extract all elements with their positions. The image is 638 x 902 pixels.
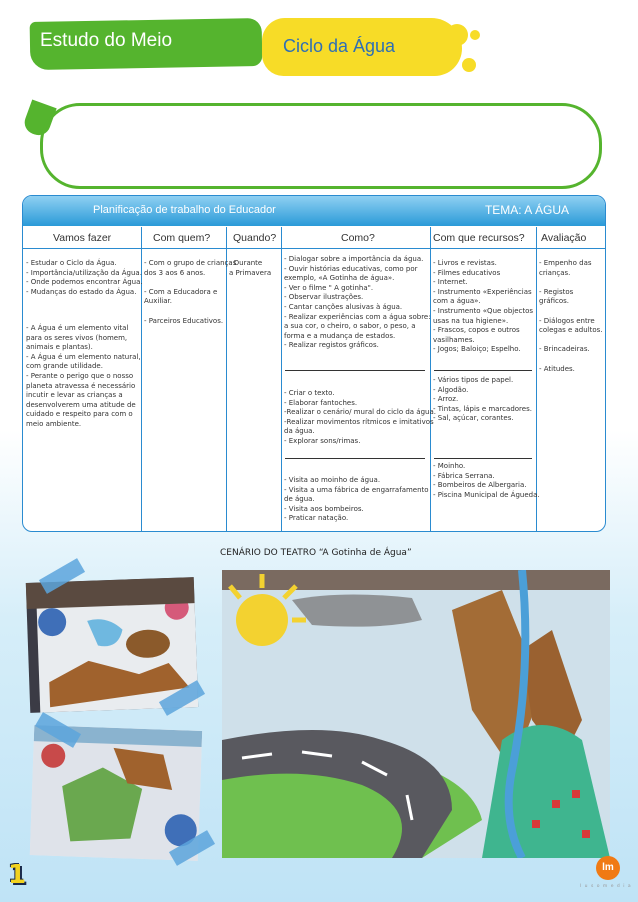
when-cell: - Durante a Primavera — [229, 259, 272, 277]
rationale-cell: - A Água é um elemento vital para os seres vivos (homem, animais e plantas). - A Água é um elemento natural, com grande utilidade. - Perante o perigo que o nosso planeta atravessa é necessário incutir e levar as crianças a desenvolverem uma atitude de cuidado e respeito para com o meio ambiente. — [26, 324, 141, 428]
yellow-splash — [470, 30, 480, 40]
column-header: Com que recursos? — [433, 232, 525, 244]
classroom-photo-2-image — [30, 725, 202, 861]
how-cell-1: - Dialogar sobre a importância da água. - Ouvir histórias educativas, como por exemplo, «A Gotinha de água». - Ver o filme " A gotinha". - Observar ilustrações. - Cantar canções alusivas à água. - Realizar experiências com a água sobre: a sua cor, o cheiro, o sabor, o peso, a forma e a mudança de estados. - Realizar registos gráficos. — [284, 255, 431, 350]
row-divider — [285, 458, 425, 459]
row-divider — [434, 370, 532, 371]
column-header: Avaliação — [541, 232, 587, 244]
column-divider — [281, 227, 282, 531]
table-title: Planificação de trabalho do Educador — [93, 204, 276, 216]
objectives-cell: - Estudar o Ciclo da Água. - Importância/utilização da Água. - Onde podemos encontrar Água. - Mudanças do estado da Água. — [26, 259, 143, 296]
how-cell-3: - Visita ao moinho de água. - Visita a uma fábrica de engarrafamento de água. - Visita aos bombeiros. - Praticar natação. — [284, 476, 429, 523]
resources-cell-3: - Moinho. - Fábrica Serrana. - Bombeiros de Albergaria. - Piscina Municipal de Águeda. — [433, 462, 540, 499]
theatre-scenery-photo — [222, 570, 610, 858]
topic-title: Ciclo da Água — [283, 36, 396, 56]
classroom-photo-1 — [26, 577, 198, 713]
row-divider — [434, 458, 532, 459]
column-header: Vamos fazer — [53, 232, 112, 244]
empty-note-box — [40, 103, 602, 189]
header-divider — [23, 248, 605, 249]
how-cell-2: - Criar o texto. - Elaborar fantoches. -Realizar o cenário/ mural do ciclo da água. -Realizar movimentos rítmicos e imitativos da água. - Explorar sons/rimas. — [284, 389, 436, 445]
column-header: Quando? — [233, 232, 277, 244]
column-header: Com quem? — [153, 232, 211, 244]
column-header: Como? — [341, 232, 375, 244]
publisher-logo: lm — [596, 856, 620, 880]
column-headers — [23, 232, 605, 248]
evaluation-cell: - Empenho das crianças. - Registos gráficos. - Diálogos entre colegas e adultos. - Brincadeiras. - Atitudes. — [539, 259, 603, 373]
yellow-splash — [462, 58, 476, 72]
table-header — [23, 196, 605, 226]
subject-title: Estudo do Meio — [40, 30, 173, 51]
theatre-scenery-image — [222, 570, 610, 858]
resources-cell-2: - Vários tipos de papel. - Algodão. - Arroz. - Tintas, lápis e marcadores. - Sal, açúcar, corantes. — [433, 376, 532, 423]
planning-table — [22, 195, 606, 532]
with-whom-cell: - Com o grupo de crianças dos 3 aos 6 anos. - Com a Educadora e Auxiliar. - Parceiros Educativos. — [144, 259, 237, 325]
row-divider — [285, 370, 425, 371]
photo-caption: CENÁRIO DO TEATRO “A Gotinha de Água” — [220, 548, 412, 558]
classroom-photo-1-image — [26, 577, 198, 713]
resources-cell-1: - Livros e revistas. - Filmes educativos - Internet. - Instrumento «Experiências com a água». - Instrumento «Que objectos usas na tua higiene». - Frascos, copos e outros vasilhames. - Jogos; Baloiço; Espelho. — [433, 259, 534, 354]
classroom-photo-2 — [30, 725, 202, 861]
page-number: 1 — [8, 860, 27, 890]
publisher-name: l u s o m e d i a — [580, 884, 632, 889]
table-theme: TEMA: A ÁGUA — [484, 203, 569, 217]
